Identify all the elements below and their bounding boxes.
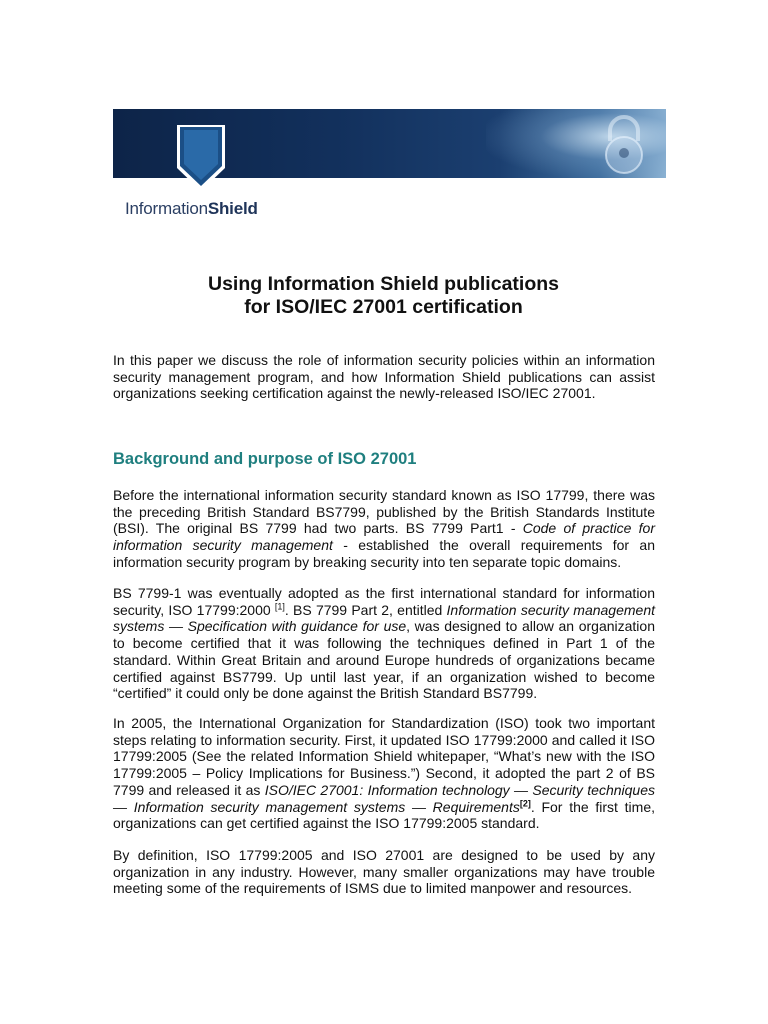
p2-text-b: . BS 7799 Part 2, entitled [284,601,447,618]
p3-text-c: . For the first time, organizations can get certified against the ISO 17799:2005 standard. [113,798,655,832]
section-heading: Background and purpose of ISO 27001 [113,450,417,468]
company-logo [125,199,258,219]
reference-1: [1] [274,601,285,612]
paragraph-1 [113,487,655,571]
p2-italic-title: Information security management systems — Specification with guidance for use [113,601,656,635]
logo-text-information: Information [125,199,208,218]
document-title-line-1: Using Information Shield publications [207,273,559,295]
p1-text-c: - established the overall requirements for an information security program by breaking security into ten separate topic domains. [113,537,655,570]
paragraph-2 [113,585,655,702]
logo-text-shield: Shield [207,199,258,218]
intro-paragraph: In this paper we discuss the role of information security policies within an information security management program, and how Information Shield publications can assist organizations seeking certification against the newly-released ISO/IEC 27001. [113,352,655,402]
paragraph-4: By definition, ISO 17799:2005 and ISO 27001 are designed to be used by any organization in any industry. However, many smaller organizations may have trouble meeting some of the requirements of ISMS due to limited manpower and resources. [113,847,655,897]
p3-italic-title: ISO/IEC 27001: Information technology — Security techniques — Information security management systems — Requirements [113,781,655,815]
paragraph-3 [113,715,655,832]
p1-text-a: Before the international information security standard known as ISO 17799, there was the preceding British Standard BS7799, published by the British Standards Institute (BSI). The original BS 7799 had two parts. BS 7799 Part1 - [113,487,655,537]
reference-2: [2] [519,797,531,808]
p1-italic-title: Code of practice for information security management [113,520,656,554]
p2-text-d: , was designed to allow an organization to become certified that it was following the techniques defined in Part 1 of the standard. Within Great Britain and around Europe hundreds of organizations became certified against BS7799. Up until last year, if an organization wished to become “certified” it could only be done against the British Standard BS7799. [113,618,655,702]
p2-text-a: BS 7799-1 was eventually adopted as the first international standard for information security, ISO 17799:2000 [113,585,655,618]
p3-text-a: In 2005, the International Organization for Standardization (ISO) took two important steps relating to information security. First, it updated ISO 17799:2000 and called it ISO 17799:2005 (See the related Information Shield whitepaper, “What’s new with the ISO 17799:2005 – Policy Implications for Business.”) Second, it adopted the part 2 of BS 7799 and released it as [113,715,655,798]
shield-logo-icon [176,124,226,192]
document-title-line-2: for ISO/IEC 27001 certification [244,296,523,318]
padlock-icon [592,115,656,175]
